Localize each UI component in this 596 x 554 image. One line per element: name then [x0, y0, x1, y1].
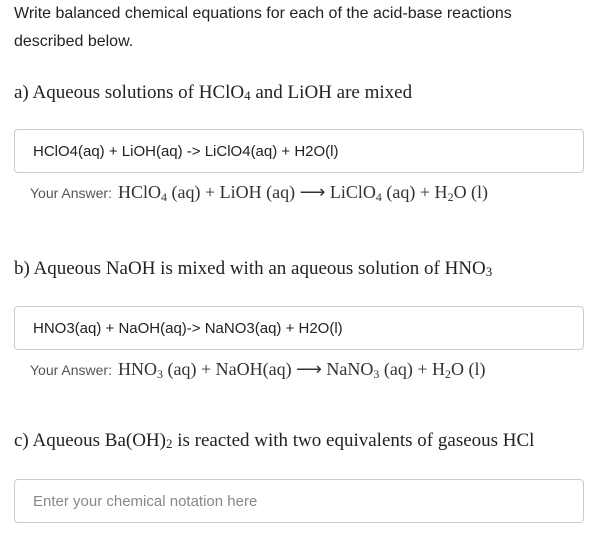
answer-input-b[interactable] [14, 306, 584, 350]
your-answer-a-equation: HClO$_4$ (aq) + LiOH (aq) ⟶ LiClO$_4$ $(aq) + H_2O$ (l) [117, 182, 489, 204]
question-a [14, 82, 412, 104]
question-b-text-before: Aqueous NaOH is mixed with an aqueous solution of HNO [33, 258, 486, 279]
answer-input-c[interactable] [14, 479, 584, 523]
your-answer-a-label: Your Answer: [30, 185, 112, 201]
answer-input-b-value: HNO3(aq) + NaOH(aq)-> NaNO3(aq) + H2O(l) [33, 319, 343, 337]
answer-input-a[interactable] [14, 129, 584, 173]
your-answer-b-label: Your Answer: [30, 362, 112, 378]
question-c [14, 430, 534, 452]
your-answer-b-equation: $HNO_3$ (aq) + NaOH(aq) ⟶ NaNO$_3$ $(aq) + H_2O$ (l) [117, 359, 486, 381]
question-c-subscript: 2 [165, 436, 173, 451]
question-a-subscript: 4 [244, 88, 251, 103]
question-a-label: a) [14, 82, 29, 103]
your-answer-b [30, 359, 486, 380]
question-c-text-after: is reacted with two equivalents of gaseous HCl [172, 430, 535, 451]
question-c-text-before: Aqueous Ba(OH) [32, 430, 166, 451]
instructions-text: Write balanced chemical equations for each of the acid-base reactions described below. [14, 5, 512, 50]
your-answer-a [30, 182, 488, 203]
answer-input-c-placeholder: Enter your chemical notation here [33, 492, 258, 510]
question-a-text-before: Aqueous solutions of HClO [32, 82, 245, 103]
question-c-label: c) [14, 430, 29, 451]
question-a-text-after: and LiOH are mixed [250, 82, 413, 103]
question-b-subscript: 3 [485, 264, 493, 279]
question-b [14, 258, 492, 280]
question-b-label: b) [14, 258, 30, 279]
answer-input-a-value: HClO4(aq) + LiOH(aq) -> LiClO4(aq) + H2O(l) [33, 142, 339, 160]
